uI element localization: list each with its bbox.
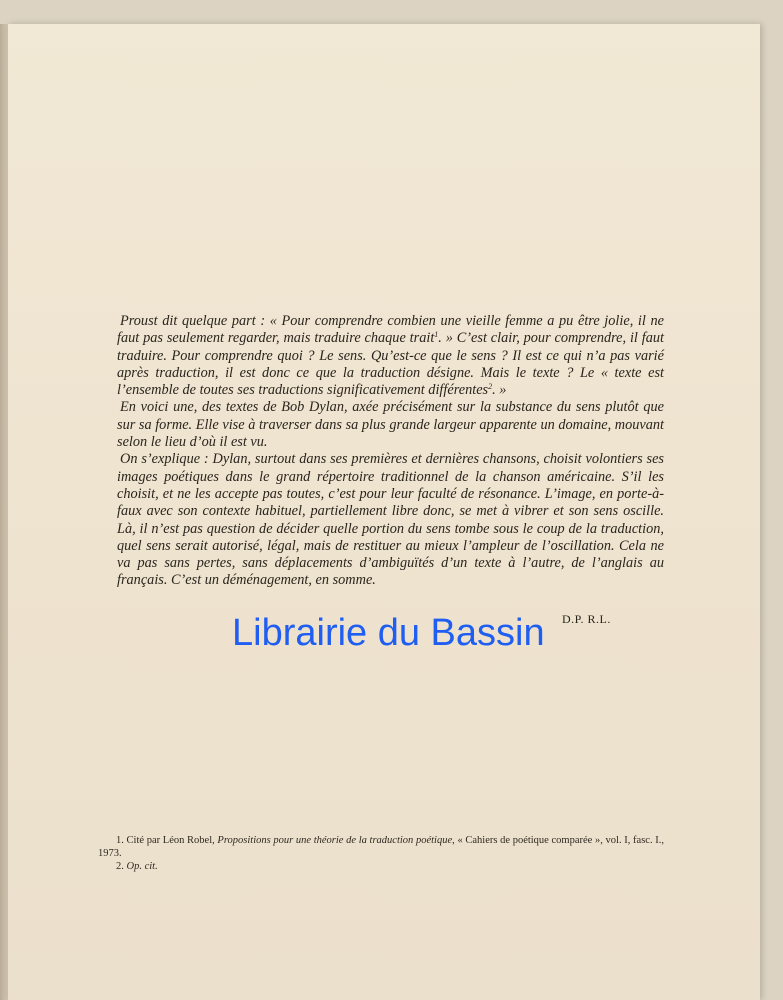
signature-initials: D.P. R.L.	[562, 612, 611, 626]
paragraph-2	[117, 399, 664, 451]
paragraph-1	[117, 313, 664, 399]
paragraph-1-text-a: Proust dit quelque part : « Pour comprendre combien une vieille femme a pu être jolie, il ne faut pas seulement regarder, mais traduire chaque trait	[117, 313, 664, 347]
footnote-2-text: Op. cit.	[126, 861, 158, 872]
paragraph-3-text: On s’explique : Dylan, surtout dans ses premières et dernières chansons, choisit volontiers ses images poétiques dans le grand répertoire traditionnel de la chanson américaine. S’il les choisit, et ne les accepte pas toutes, c’est pour leur faculté de résonance. L’image, en porte-à-faux avec son contexte habituel, partiellement libre donc, se met à vibrer et son sens oscille. Là, il n’est pas question de décider quelle portion du sens tombe sous le coup de la traduction, quel sens serait autorisé, légal, mais de restituer au mieux l’ampleur de l’oscillation. Cela ne va pas sans pertes, sans déplacements d’ambiguïtés d’un texte à l’autre, de l’anglais au français. C’est un déménagement, en somme.	[117, 451, 664, 589]
footnote-1-number: 1.	[116, 835, 124, 846]
footnote-1-text-c: , « Cahiers de poétique comparée », vol. I, fasc. I., 1973.	[98, 835, 664, 859]
watermark-text: Librairie du Bassin	[232, 612, 545, 654]
footnote-1-text-a: Cité par Léon Robel,	[126, 835, 218, 846]
footnote-2	[98, 860, 664, 873]
body-text	[117, 313, 664, 590]
paragraph-2-text: En voici une, des textes de Bob Dylan, axée précisément sur la substance du sens plutôt que sur sa forme. Elle vise à traverser dans sa plus grande largeur apparente un domaine, mouvant selon le lieu d’où il est vu.	[117, 399, 664, 451]
footnote-ref-1: 1	[434, 330, 439, 340]
footnote-1-title: Propositions pour une théorie de la traduction poétique	[217, 835, 453, 846]
footnotes	[98, 834, 664, 873]
footnote-2-number: 2.	[116, 861, 124, 872]
paragraph-3	[117, 451, 664, 589]
paragraph-1-text-c: . »	[492, 382, 507, 399]
footnote-1	[98, 834, 664, 860]
footnote-ref-2: 2	[488, 382, 493, 392]
paragraph-1-text-b: . » C’est clair, pour comprendre, il faut traduire. Pour comprendre quoi ? Le sens. Qu’est-ce que le sens ? Il est ce qui n’a pas varié après traduction, il est donc ce que la traduction désigne. Mais le texte ? Le « texte est l’ensemble de toutes ses traductions significativement différentes	[117, 330, 664, 399]
